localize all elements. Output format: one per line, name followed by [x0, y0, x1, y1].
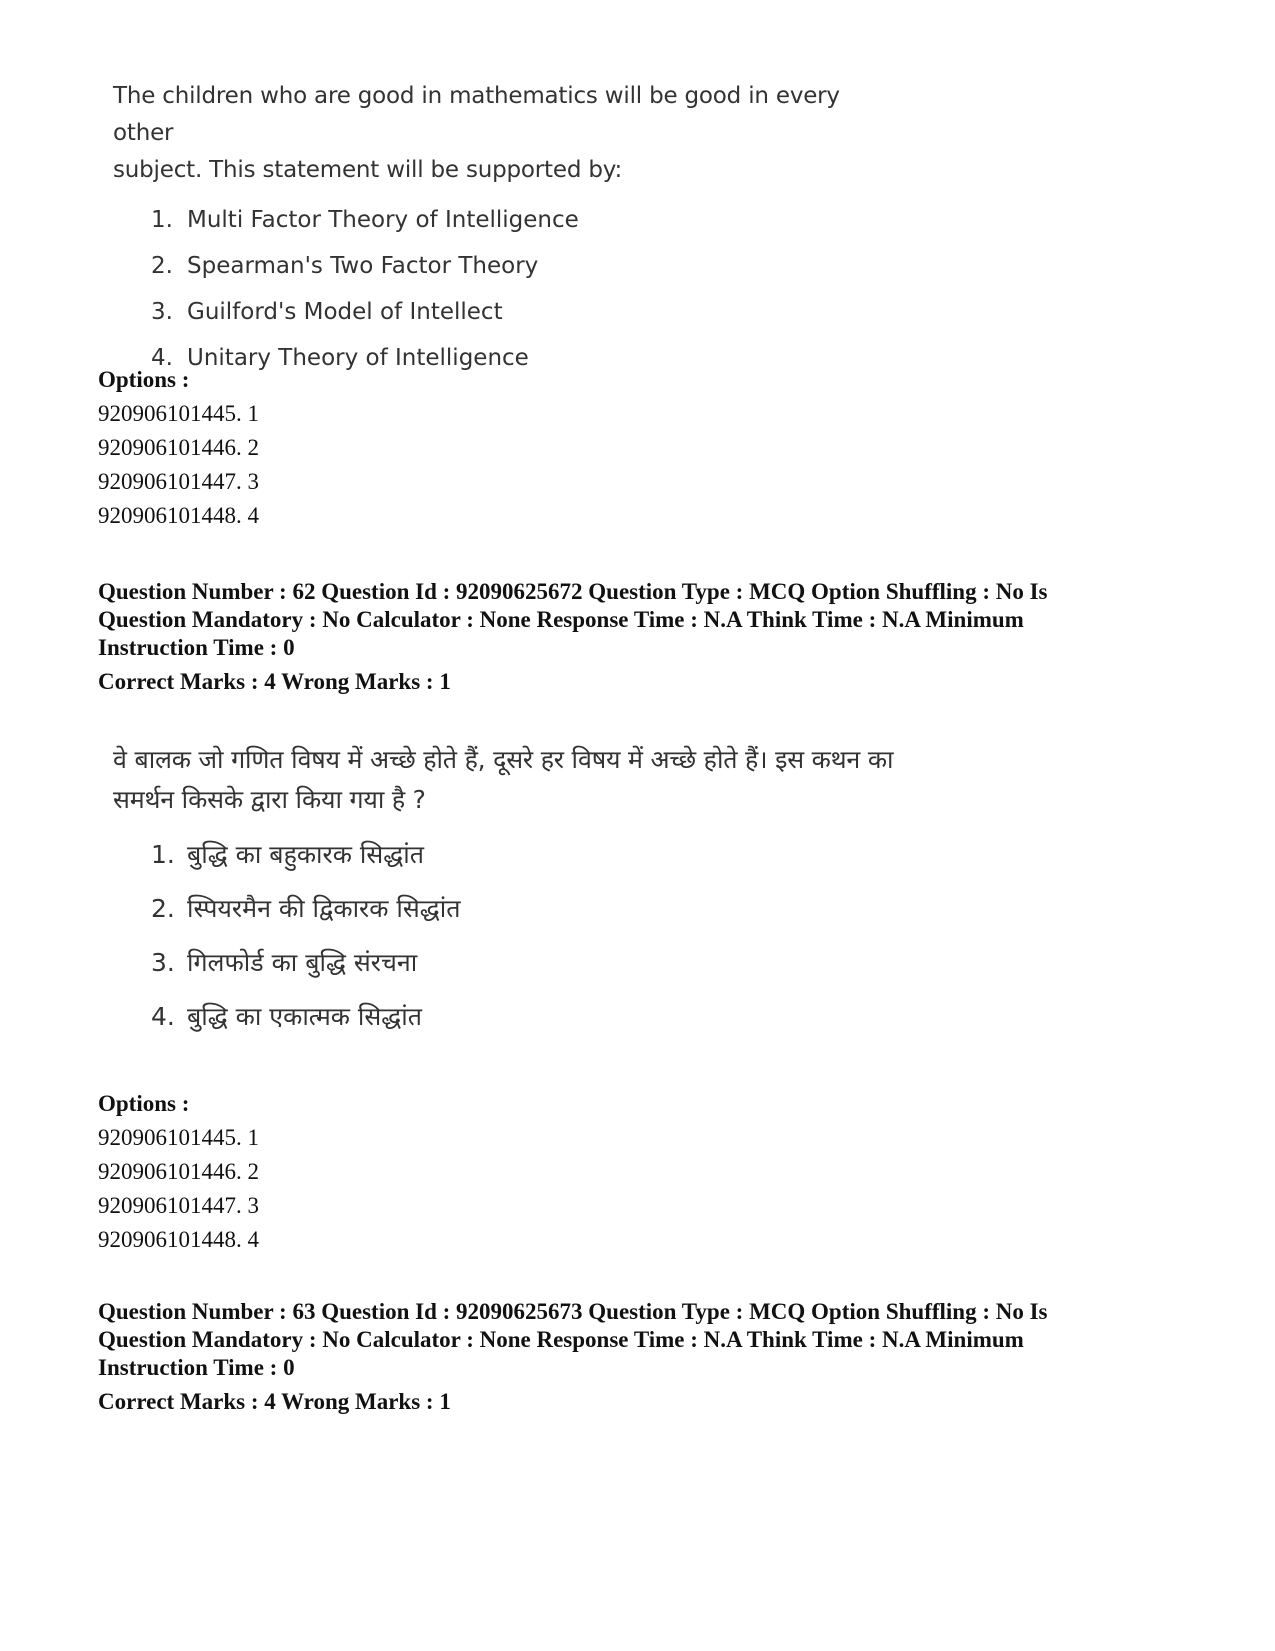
choice-number: 3.	[151, 948, 175, 977]
choice-number: 3.	[151, 299, 173, 325]
choice-text: Unitary Theory of Intelligence	[187, 345, 529, 371]
option-row: 920906101445. 1	[98, 401, 259, 426]
question-text-english	[113, 78, 893, 381]
question-stem-line: The children who are good in mathematics will be good in every other	[113, 83, 840, 146]
question-stem-line: समर्थन किसके द्वारा किया गया है ?	[113, 785, 426, 814]
choice-number: 4.	[151, 1002, 175, 1031]
option-row: 920906101447. 3	[98, 1193, 259, 1218]
choice-number: 4.	[151, 345, 173, 371]
choice-list	[113, 828, 933, 1044]
marks-line: Correct Marks : 4 Wrong Marks : 1	[98, 1389, 451, 1414]
choice-text: गिलफोर्ड का बुद्धि संरचना	[187, 948, 418, 977]
choice-item	[151, 289, 893, 335]
choice-text: स्पियरमैन की द्विकारक सिद्धांत	[187, 894, 461, 923]
choice-item	[151, 936, 933, 990]
option-row: 920906101446. 2	[98, 435, 259, 460]
option-row: 920906101448. 4	[98, 503, 259, 528]
choice-text: बुद्धि का एकात्मक सिद्धांत	[187, 1002, 422, 1031]
question-stem-line: वे बालक जो गणित विषय में अच्छे होते हैं, दूसरे हर विषय में अच्छे होते हैं। इस कथन का	[113, 745, 894, 774]
options-heading: Options :	[98, 367, 190, 392]
options-heading: Options :	[98, 1091, 190, 1116]
metadata-line: Instruction Time : 0	[98, 635, 295, 660]
metadata-line: Instruction Time : 0	[98, 1355, 295, 1380]
choice-list	[113, 197, 893, 381]
metadata-line: Question Mandatory : No Calculator : None Response Time : N.A Think Time : N.A Minimum	[98, 607, 1024, 632]
choice-text: Guilford's Model of Intellect	[187, 299, 503, 325]
choice-number: 1.	[151, 207, 173, 233]
metadata-line: Question Mandatory : No Calculator : None Response Time : N.A Think Time : N.A Minimum	[98, 1327, 1024, 1352]
choice-item	[151, 828, 933, 882]
options-list	[98, 363, 259, 533]
choice-number: 2.	[151, 253, 173, 279]
choice-number: 1.	[151, 840, 175, 869]
choice-text: बुद्धि का बहुकारक सिद्धांत	[187, 840, 424, 869]
options-list	[98, 1087, 259, 1257]
choice-item	[151, 882, 933, 936]
option-row: 920906101448. 4	[98, 1227, 259, 1252]
option-row: 920906101447. 3	[98, 469, 259, 494]
choice-item	[151, 335, 893, 381]
choice-item	[151, 990, 933, 1044]
option-row: 920906101446. 2	[98, 1159, 259, 1184]
option-row: 920906101445. 1	[98, 1125, 259, 1150]
metadata-line: Question Number : 62 Question Id : 92090625672 Question Type : MCQ Option Shuffling : No Is	[98, 579, 1048, 604]
choice-text: Spearman's Two Factor Theory	[187, 253, 539, 279]
metadata-line: Question Number : 63 Question Id : 92090625673 Question Type : MCQ Option Shuffling : No Is	[98, 1299, 1048, 1324]
choice-item	[151, 243, 893, 289]
question-metadata	[98, 578, 1158, 696]
choice-item	[151, 197, 893, 243]
marks-line: Correct Marks : 4 Wrong Marks : 1	[98, 669, 451, 694]
question-text-hindi	[113, 740, 933, 1044]
question-metadata	[98, 1298, 1158, 1416]
question-stem-line: subject. This statement will be supported by:	[113, 157, 623, 183]
choice-text: Multi Factor Theory of Intelligence	[187, 207, 579, 233]
choice-number: 2.	[151, 894, 175, 923]
